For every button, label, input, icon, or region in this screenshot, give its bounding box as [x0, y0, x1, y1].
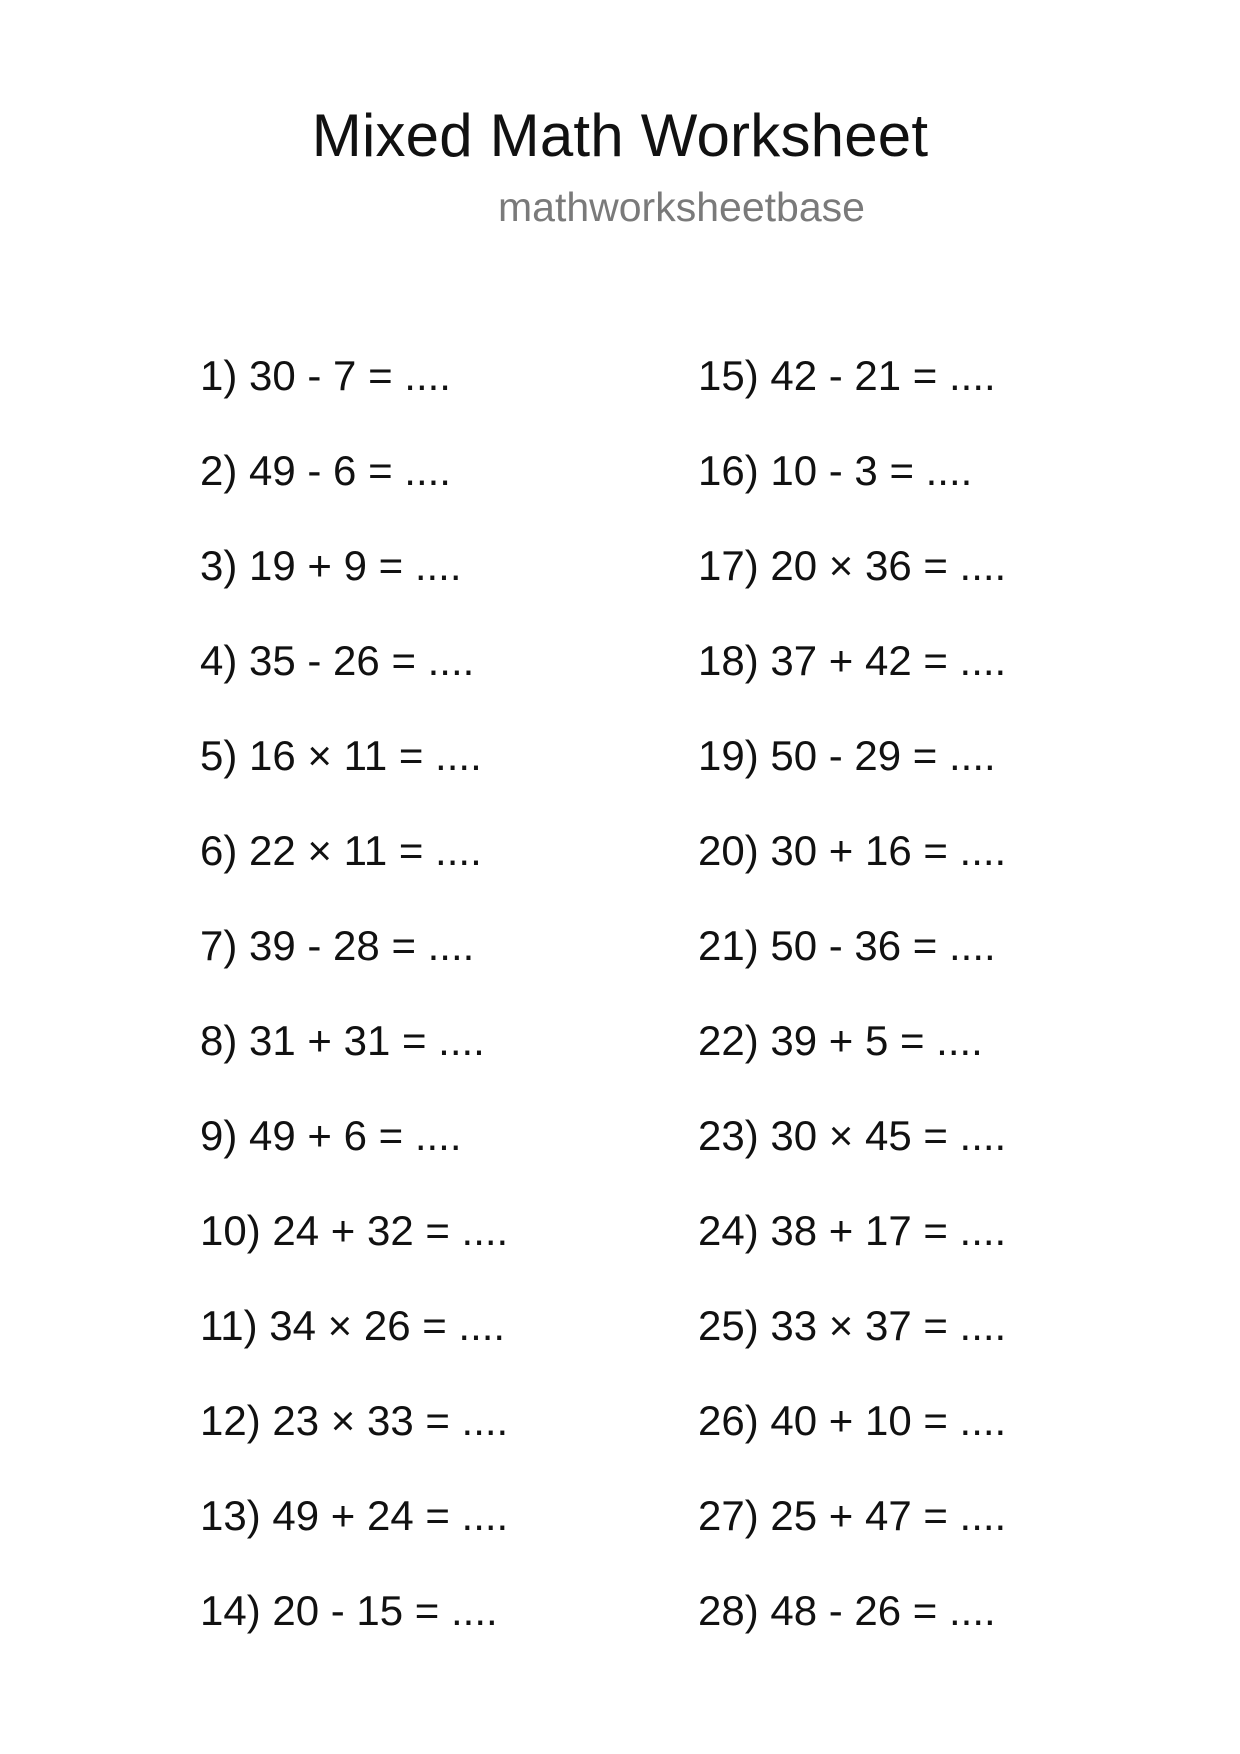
- problem-11: 11) 34 × 26 = ....: [200, 1302, 506, 1349]
- problem-14: 14) 20 - 15 = ....: [200, 1587, 498, 1634]
- problem-10: 10) 24 + 32 = ....: [200, 1207, 509, 1254]
- problem-17: 17) 20 × 36 = ....: [698, 542, 1007, 589]
- problem-3: 3) 19 + 9 = ....: [200, 542, 462, 589]
- problem-8: 8) 31 + 31 = ....: [200, 1017, 485, 1064]
- problem-2: 2) 49 - 6 = ....: [200, 447, 451, 494]
- problem-4: 4) 35 - 26 = ....: [200, 637, 475, 684]
- problem-18: 18) 37 + 42 = ....: [698, 637, 1007, 684]
- problem-26: 26) 40 + 10 = ....: [698, 1397, 1007, 1444]
- problem-19: 19) 50 - 29 = ....: [698, 732, 996, 779]
- problem-16: 16) 10 - 3 = ....: [698, 447, 973, 494]
- problem-column-right: [698, 348, 1006, 1678]
- worksheet-source: mathworksheetbase: [498, 184, 865, 230]
- problem-6: 6) 22 × 11 = ....: [200, 827, 482, 874]
- problem-13: 13) 49 + 24 = ....: [200, 1492, 509, 1539]
- problem-28: 28) 48 - 26 = ....: [698, 1587, 996, 1634]
- problem-27: 27) 25 + 47 = ....: [698, 1492, 1007, 1539]
- problem-5: 5) 16 × 11 = ....: [200, 732, 482, 779]
- problem-1: 1) 30 - 7 = ....: [200, 352, 451, 399]
- problem-23: 23) 30 × 45 = ....: [698, 1112, 1007, 1159]
- problem-25: 25) 33 × 37 = ....: [698, 1302, 1007, 1349]
- problem-22: 22) 39 + 5 = ....: [698, 1017, 983, 1064]
- problem-column-left: [200, 348, 508, 1678]
- worksheet-title: Mixed Math Worksheet: [311, 102, 929, 169]
- problem-24: 24) 38 + 17 = ....: [698, 1207, 1007, 1254]
- problem-15: 15) 42 - 21 = ....: [698, 352, 996, 399]
- problem-7: 7) 39 - 28 = ....: [200, 922, 475, 969]
- problem-9: 9) 49 + 6 = ....: [200, 1112, 462, 1159]
- problem-20: 20) 30 + 16 = ....: [698, 827, 1007, 874]
- problem-21: 21) 50 - 36 = ....: [698, 922, 996, 969]
- problem-12: 12) 23 × 33 = ....: [200, 1397, 509, 1444]
